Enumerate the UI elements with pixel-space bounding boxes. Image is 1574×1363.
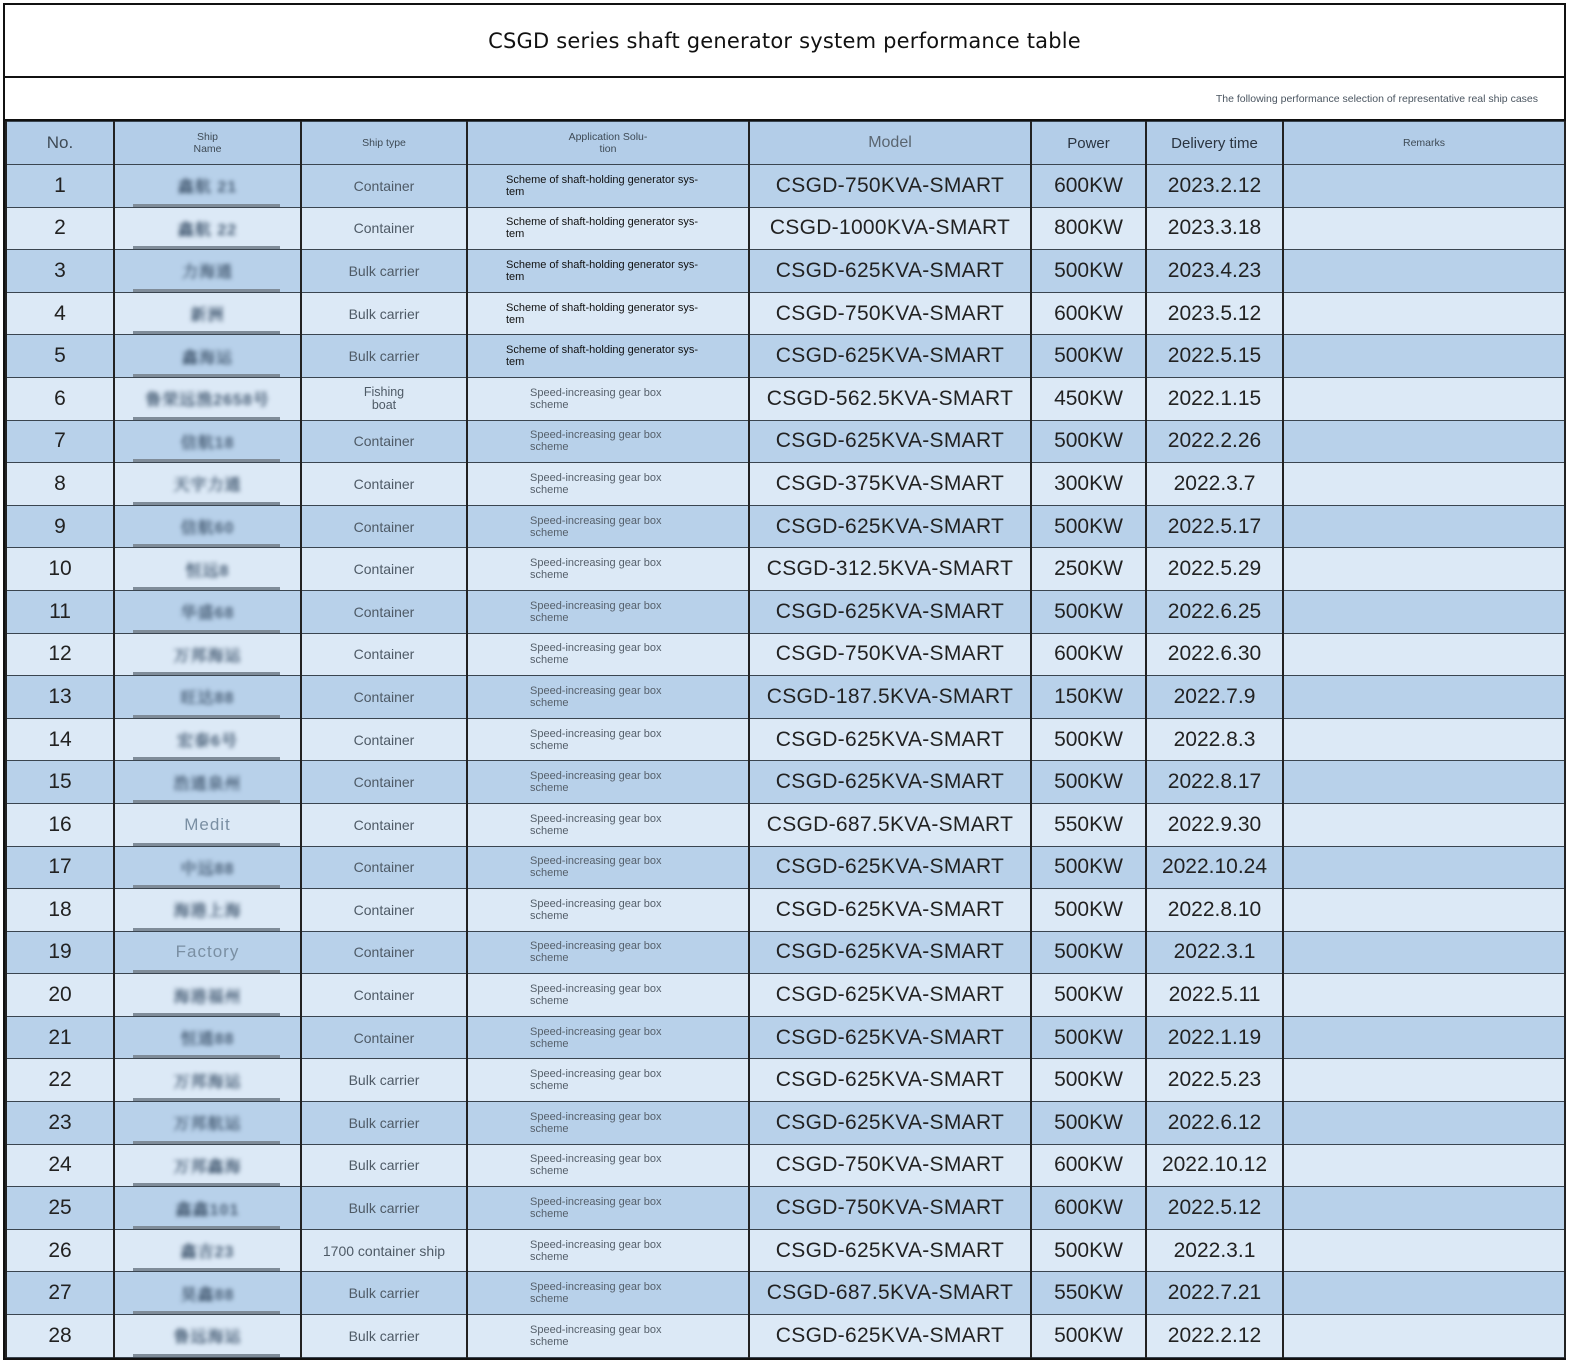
cell-remarks xyxy=(1283,676,1565,719)
cell-ship-name xyxy=(114,974,301,1017)
cell-model: CSGD-625KVA-SMART xyxy=(749,761,1031,804)
cell-application: Speed-increasing gear box scheme xyxy=(467,1187,749,1230)
cell-ship-type: Container xyxy=(301,1016,467,1059)
cell-power: 500KW xyxy=(1031,974,1146,1017)
cell-power: 500KW xyxy=(1031,1229,1146,1272)
table-row xyxy=(6,590,1565,633)
cell-delivery: 2023.3.18 xyxy=(1146,207,1283,250)
cell-application: Speed-increasing gear box scheme xyxy=(467,931,749,974)
cell-remarks xyxy=(1283,292,1565,335)
cell-delivery: 2022.2.26 xyxy=(1146,420,1283,463)
col-header-delivery: Delivery time xyxy=(1146,122,1283,165)
cell-power: 500KW xyxy=(1031,931,1146,974)
cell-model: CSGD-625KVA-SMART xyxy=(749,1229,1031,1272)
cell-remarks xyxy=(1283,1229,1565,1272)
cell-model: CSGD-187.5KVA-SMART xyxy=(749,676,1031,719)
cell-remarks xyxy=(1283,590,1565,633)
cell-ship-name xyxy=(114,420,301,463)
cell-no: 22 xyxy=(6,1059,114,1102)
ship-name-text: 海港上海 xyxy=(173,903,242,921)
cell-ship-name xyxy=(114,803,301,846)
cell-model: CSGD-750KVA-SMART xyxy=(749,633,1031,676)
cell-power: 150KW xyxy=(1031,676,1146,719)
cell-ship-name xyxy=(114,1144,301,1187)
cell-remarks xyxy=(1283,335,1565,378)
cell-delivery: 2022.2.12 xyxy=(1146,1315,1283,1358)
cell-power: 500KW xyxy=(1031,889,1146,932)
cell-application: Speed-increasing gear box scheme xyxy=(467,718,749,761)
cell-no: 16 xyxy=(6,803,114,846)
ship-name-text: 恒远8 xyxy=(185,562,230,580)
cell-application: Speed-increasing gear box scheme xyxy=(467,463,749,506)
cell-ship-type: Bulk carrier xyxy=(301,292,467,335)
cell-model: CSGD-750KVA-SMART xyxy=(749,1144,1031,1187)
cell-ship-name xyxy=(114,1102,301,1145)
table-row xyxy=(6,803,1565,846)
cell-remarks xyxy=(1283,931,1565,974)
cell-remarks xyxy=(1283,1059,1565,1102)
cell-no: 18 xyxy=(6,889,114,932)
table-body xyxy=(6,165,1565,1358)
table-row xyxy=(6,974,1565,1017)
cell-power: 550KW xyxy=(1031,803,1146,846)
cell-remarks xyxy=(1283,1102,1565,1145)
table-row xyxy=(6,676,1565,719)
cell-ship-name xyxy=(114,761,301,804)
cell-application: Scheme of shaft-holding generator sys- tem xyxy=(467,335,749,378)
ship-name-text: 信航18 xyxy=(180,434,235,452)
table-row xyxy=(6,889,1565,932)
cell-ship-name xyxy=(114,1229,301,1272)
cell-no: 25 xyxy=(6,1187,114,1230)
cell-no: 27 xyxy=(6,1272,114,1315)
cell-delivery: 2022.5.23 xyxy=(1146,1059,1283,1102)
header-row xyxy=(6,122,1565,165)
ship-name-underline xyxy=(133,1354,280,1357)
cell-ship-name xyxy=(114,548,301,591)
cell-power: 800KW xyxy=(1031,207,1146,250)
ship-name-text: 华盛68 xyxy=(180,605,235,623)
cell-delivery: 2022.3.7 xyxy=(1146,463,1283,506)
cell-ship-type: Container xyxy=(301,676,467,719)
cell-ship-type: Bulk carrier xyxy=(301,1187,467,1230)
cell-application: Scheme of shaft-holding generator sys- tem xyxy=(467,207,749,250)
col-header-no: No. xyxy=(6,122,114,165)
table-row xyxy=(6,1187,1565,1230)
cell-delivery: 2022.8.3 xyxy=(1146,718,1283,761)
table-title: CSGD series shaft generator system performance table xyxy=(5,5,1564,78)
cell-ship-type: 1700 container ship xyxy=(301,1229,467,1272)
ship-name-text: 信航60 xyxy=(180,520,235,538)
performance-table xyxy=(5,121,1566,1358)
cell-no: 7 xyxy=(6,420,114,463)
cell-power: 500KW xyxy=(1031,420,1146,463)
cell-ship-type: Container xyxy=(301,165,467,208)
cell-ship-type: Bulk carrier xyxy=(301,335,467,378)
ship-name-text: 鑫航 22 xyxy=(177,221,238,239)
cell-application: Speed-increasing gear box scheme xyxy=(467,548,749,591)
cell-model: CSGD-687.5KVA-SMART xyxy=(749,803,1031,846)
cell-model: CSGD-750KVA-SMART xyxy=(749,292,1031,335)
cell-power: 500KW xyxy=(1031,1315,1146,1358)
cell-delivery: 2022.1.19 xyxy=(1146,1016,1283,1059)
ship-name-text: 旺达88 xyxy=(180,690,235,708)
cell-delivery: 2022.7.21 xyxy=(1146,1272,1283,1315)
cell-no: 12 xyxy=(6,633,114,676)
table-row xyxy=(6,1229,1565,1272)
col-header-model: Model xyxy=(749,122,1031,165)
cell-remarks xyxy=(1283,1272,1565,1315)
cell-model: CSGD-625KVA-SMART xyxy=(749,590,1031,633)
cell-ship-type: Container xyxy=(301,548,467,591)
cell-ship-name xyxy=(114,1059,301,1102)
cell-power: 500KW xyxy=(1031,590,1146,633)
ship-name-text: 鲁荣远渔2658号 xyxy=(145,392,270,410)
cell-model: CSGD-625KVA-SMART xyxy=(749,250,1031,293)
cell-ship-name xyxy=(114,718,301,761)
cell-no: 23 xyxy=(6,1102,114,1145)
cell-no: 14 xyxy=(6,718,114,761)
cell-ship-type: Container xyxy=(301,846,467,889)
cell-ship-type: Container xyxy=(301,718,467,761)
cell-model: CSGD-625KVA-SMART xyxy=(749,1102,1031,1145)
cell-no: 10 xyxy=(6,548,114,591)
cell-application: Scheme of shaft-holding generator sys- tem xyxy=(467,250,749,293)
cell-delivery: 2022.6.25 xyxy=(1146,590,1283,633)
cell-no: 9 xyxy=(6,505,114,548)
cell-remarks xyxy=(1283,803,1565,846)
cell-ship-name xyxy=(114,505,301,548)
cell-application: Speed-increasing gear box scheme xyxy=(467,1272,749,1315)
ship-name-text: 天宇力通 xyxy=(173,477,242,495)
cell-ship-type: Container xyxy=(301,974,467,1017)
cell-delivery: 2022.7.9 xyxy=(1146,676,1283,719)
table-row xyxy=(6,1315,1565,1358)
cell-delivery: 2023.5.12 xyxy=(1146,292,1283,335)
cell-application: Speed-increasing gear box scheme xyxy=(467,1144,749,1187)
cell-remarks xyxy=(1283,505,1565,548)
cell-remarks xyxy=(1283,1315,1565,1358)
cell-delivery: 2022.5.29 xyxy=(1146,548,1283,591)
cell-model: CSGD-625KVA-SMART xyxy=(749,335,1031,378)
table-row xyxy=(6,1144,1565,1187)
cell-ship-type: Container xyxy=(301,420,467,463)
cell-application: Speed-increasing gear box scheme xyxy=(467,1102,749,1145)
cell-no: 11 xyxy=(6,590,114,633)
col-header-power: Power xyxy=(1031,122,1146,165)
cell-delivery: 2022.3.1 xyxy=(1146,1229,1283,1272)
ship-name-text: 海港福州 xyxy=(173,988,242,1006)
cell-application: Speed-increasing gear box scheme xyxy=(467,505,749,548)
table-row xyxy=(6,463,1565,506)
cell-ship-type: Bulk carrier xyxy=(301,1315,467,1358)
table-row xyxy=(6,420,1565,463)
table-row xyxy=(6,207,1565,250)
cell-power: 500KW xyxy=(1031,1102,1146,1145)
cell-delivery: 2022.5.11 xyxy=(1146,974,1283,1017)
cell-application: Speed-increasing gear box scheme xyxy=(467,1229,749,1272)
cell-delivery: 2022.3.1 xyxy=(1146,931,1283,974)
ship-name-text: 宏泰6号 xyxy=(177,733,238,751)
cell-ship-name xyxy=(114,1016,301,1059)
cell-application: Speed-increasing gear box scheme xyxy=(467,590,749,633)
ship-name-text: 鑫吉23 xyxy=(180,1244,235,1262)
cell-remarks xyxy=(1283,1016,1565,1059)
cell-ship-name xyxy=(114,1187,301,1230)
cell-power: 550KW xyxy=(1031,1272,1146,1315)
cell-no: 4 xyxy=(6,292,114,335)
cell-power: 300KW xyxy=(1031,463,1146,506)
performance-table-frame xyxy=(3,3,1566,1360)
table-subtitle: The following performance selection of representative real ship cases xyxy=(5,78,1564,121)
cell-delivery: 2022.5.15 xyxy=(1146,335,1283,378)
cell-no: 20 xyxy=(6,974,114,1017)
ship-name-text: 力海通 xyxy=(181,264,233,282)
cell-no: 17 xyxy=(6,846,114,889)
cell-remarks xyxy=(1283,250,1565,293)
cell-application: Speed-increasing gear box scheme xyxy=(467,1315,749,1358)
cell-ship-name xyxy=(114,1272,301,1315)
cell-no: 3 xyxy=(6,250,114,293)
cell-model: CSGD-625KVA-SMART xyxy=(749,1059,1031,1102)
ship-name-text: 恒通88 xyxy=(180,1031,235,1049)
cell-ship-name xyxy=(114,292,301,335)
cell-remarks xyxy=(1283,463,1565,506)
table-row xyxy=(6,505,1565,548)
table-row xyxy=(6,1102,1565,1145)
cell-model: CSGD-625KVA-SMART xyxy=(749,889,1031,932)
cell-power: 500KW xyxy=(1031,761,1146,804)
cell-ship-name xyxy=(114,1315,301,1358)
cell-ship-type: Container xyxy=(301,889,467,932)
cell-no: 19 xyxy=(6,931,114,974)
cell-delivery: 2022.8.10 xyxy=(1146,889,1283,932)
cell-remarks xyxy=(1283,718,1565,761)
ship-name-text: Medit xyxy=(184,814,231,834)
cell-application: Speed-increasing gear box scheme xyxy=(467,974,749,1017)
cell-power: 600KW xyxy=(1031,292,1146,335)
cell-model: CSGD-312.5KVA-SMART xyxy=(749,548,1031,591)
cell-remarks xyxy=(1283,1187,1565,1230)
cell-delivery: 2022.10.24 xyxy=(1146,846,1283,889)
cell-delivery: 2022.10.12 xyxy=(1146,1144,1283,1187)
cell-no: 15 xyxy=(6,761,114,804)
cell-remarks xyxy=(1283,1144,1565,1187)
col-header-ship-name: Ship Name xyxy=(114,122,301,165)
cell-application: Speed-increasing gear box scheme xyxy=(467,889,749,932)
cell-no: 24 xyxy=(6,1144,114,1187)
table-row xyxy=(6,1059,1565,1102)
ship-name-text: 鑫海运 xyxy=(181,349,233,367)
cell-application: Speed-increasing gear box scheme xyxy=(467,676,749,719)
cell-power: 500KW xyxy=(1031,505,1146,548)
cell-ship-type: Container xyxy=(301,633,467,676)
cell-application: Speed-increasing gear box scheme xyxy=(467,761,749,804)
ship-name-text: 鑫鑫101 xyxy=(175,1201,240,1219)
cell-no: 21 xyxy=(6,1016,114,1059)
cell-ship-name xyxy=(114,207,301,250)
cell-no: 28 xyxy=(6,1315,114,1358)
ship-name-text: 鲁远海运 xyxy=(173,1329,242,1347)
cell-model: CSGD-750KVA-SMART xyxy=(749,165,1031,208)
cell-model: CSGD-625KVA-SMART xyxy=(749,974,1031,1017)
cell-no: 2 xyxy=(6,207,114,250)
cell-remarks xyxy=(1283,548,1565,591)
ship-name-text: 万邦鑫海 xyxy=(173,1158,242,1176)
cell-application: Speed-increasing gear box scheme xyxy=(467,1059,749,1102)
ship-name-text: 鑫航 21 xyxy=(177,179,238,197)
ship-name-text: 万邦海运 xyxy=(173,1073,242,1091)
cell-ship-name xyxy=(114,335,301,378)
cell-power: 250KW xyxy=(1031,548,1146,591)
table-row xyxy=(6,548,1565,591)
cell-model: CSGD-562.5KVA-SMART xyxy=(749,377,1031,420)
cell-ship-name xyxy=(114,676,301,719)
cell-ship-type: Bulk carrier xyxy=(301,1272,467,1315)
cell-power: 500KW xyxy=(1031,1059,1146,1102)
cell-model: CSGD-625KVA-SMART xyxy=(749,718,1031,761)
table-row xyxy=(6,846,1565,889)
cell-ship-type: Bulk carrier xyxy=(301,1144,467,1187)
cell-model: CSGD-625KVA-SMART xyxy=(749,1315,1031,1358)
cell-remarks xyxy=(1283,761,1565,804)
cell-remarks xyxy=(1283,633,1565,676)
cell-ship-type: Container xyxy=(301,463,467,506)
cell-model: CSGD-625KVA-SMART xyxy=(749,505,1031,548)
col-header-ship-type: Ship type xyxy=(301,122,467,165)
ship-name-text: Factory xyxy=(175,942,240,962)
table-row xyxy=(6,292,1565,335)
cell-delivery: 2022.5.17 xyxy=(1146,505,1283,548)
cell-power: 500KW xyxy=(1031,250,1146,293)
cell-application: Speed-increasing gear box scheme xyxy=(467,803,749,846)
ship-name-text: 浩通泉州 xyxy=(173,775,242,793)
cell-delivery: 2022.8.17 xyxy=(1146,761,1283,804)
cell-ship-type: Container xyxy=(301,803,467,846)
cell-no: 5 xyxy=(6,335,114,378)
cell-power: 600KW xyxy=(1031,1187,1146,1230)
cell-model: CSGD-625KVA-SMART xyxy=(749,846,1031,889)
cell-remarks xyxy=(1283,974,1565,1017)
cell-ship-type: Container xyxy=(301,590,467,633)
cell-application: Speed-increasing gear box scheme xyxy=(467,633,749,676)
table-row xyxy=(6,335,1565,378)
cell-power: 600KW xyxy=(1031,633,1146,676)
cell-no: 13 xyxy=(6,676,114,719)
ship-name-text: 新洲 xyxy=(190,307,225,325)
ship-name-text: 万邦航运 xyxy=(173,1116,242,1134)
cell-delivery: 2022.6.30 xyxy=(1146,633,1283,676)
cell-delivery: 2023.4.23 xyxy=(1146,250,1283,293)
cell-ship-type: Fishing boat xyxy=(301,377,467,420)
table-row xyxy=(6,165,1565,208)
cell-delivery: 2022.1.15 xyxy=(1146,377,1283,420)
cell-delivery: 2022.5.12 xyxy=(1146,1187,1283,1230)
cell-application: Speed-increasing gear box scheme xyxy=(467,377,749,420)
cell-model: CSGD-1000KVA-SMART xyxy=(749,207,1031,250)
ship-name-text: 中远88 xyxy=(180,860,235,878)
cell-ship-type: Container xyxy=(301,761,467,804)
table-row xyxy=(6,1272,1565,1315)
cell-model: CSGD-625KVA-SMART xyxy=(749,1016,1031,1059)
col-header-application: Application Solu- tion xyxy=(467,122,749,165)
cell-model: CSGD-750KVA-SMART xyxy=(749,1187,1031,1230)
cell-ship-name xyxy=(114,463,301,506)
cell-ship-type: Container xyxy=(301,931,467,974)
cell-power: 500KW xyxy=(1031,846,1146,889)
cell-power: 450KW xyxy=(1031,377,1146,420)
cell-remarks xyxy=(1283,377,1565,420)
table-row xyxy=(6,633,1565,676)
cell-remarks xyxy=(1283,846,1565,889)
cell-remarks xyxy=(1283,207,1565,250)
cell-model: CSGD-625KVA-SMART xyxy=(749,420,1031,463)
cell-ship-name xyxy=(114,889,301,932)
cell-no: 26 xyxy=(6,1229,114,1272)
cell-power: 500KW xyxy=(1031,718,1146,761)
cell-ship-type: Container xyxy=(301,207,467,250)
cell-power: 500KW xyxy=(1031,1016,1146,1059)
cell-model: CSGD-687.5KVA-SMART xyxy=(749,1272,1031,1315)
table-row xyxy=(6,718,1565,761)
cell-application: Scheme of shaft-holding generator sys- tem xyxy=(467,165,749,208)
cell-delivery: 2022.9.30 xyxy=(1146,803,1283,846)
table-row xyxy=(6,250,1565,293)
cell-no: 6 xyxy=(6,377,114,420)
cell-remarks xyxy=(1283,420,1565,463)
cell-application: Scheme of shaft-holding generator sys- tem xyxy=(467,292,749,335)
cell-remarks xyxy=(1283,165,1565,208)
cell-ship-name xyxy=(114,931,301,974)
cell-ship-name xyxy=(114,165,301,208)
cell-ship-type: Bulk carrier xyxy=(301,250,467,293)
cell-ship-name xyxy=(114,633,301,676)
cell-application: Speed-increasing gear box scheme xyxy=(467,420,749,463)
cell-model: CSGD-625KVA-SMART xyxy=(749,931,1031,974)
cell-ship-type: Bulk carrier xyxy=(301,1059,467,1102)
cell-power: 600KW xyxy=(1031,1144,1146,1187)
cell-ship-name xyxy=(114,846,301,889)
cell-delivery: 2022.6.12 xyxy=(1146,1102,1283,1145)
ship-name-text: 万邦海运 xyxy=(173,647,242,665)
table-row xyxy=(6,377,1565,420)
cell-ship-name xyxy=(114,590,301,633)
table-row xyxy=(6,1016,1565,1059)
table-row xyxy=(6,761,1565,804)
cell-power: 500KW xyxy=(1031,335,1146,378)
cell-ship-type: Container xyxy=(301,505,467,548)
cell-ship-name xyxy=(114,377,301,420)
col-header-remarks: Remarks xyxy=(1283,122,1565,165)
cell-remarks xyxy=(1283,889,1565,932)
cell-no: 8 xyxy=(6,463,114,506)
cell-application: Speed-increasing gear box scheme xyxy=(467,1016,749,1059)
cell-power: 600KW xyxy=(1031,165,1146,208)
cell-application: Speed-increasing gear box scheme xyxy=(467,846,749,889)
cell-ship-type: Bulk carrier xyxy=(301,1102,467,1145)
cell-delivery: 2023.2.12 xyxy=(1146,165,1283,208)
table-row xyxy=(6,931,1565,974)
cell-model: CSGD-375KVA-SMART xyxy=(749,463,1031,506)
cell-ship-name xyxy=(114,250,301,293)
cell-no: 1 xyxy=(6,165,114,208)
ship-name-text: 昊鑫88 xyxy=(180,1286,235,1304)
